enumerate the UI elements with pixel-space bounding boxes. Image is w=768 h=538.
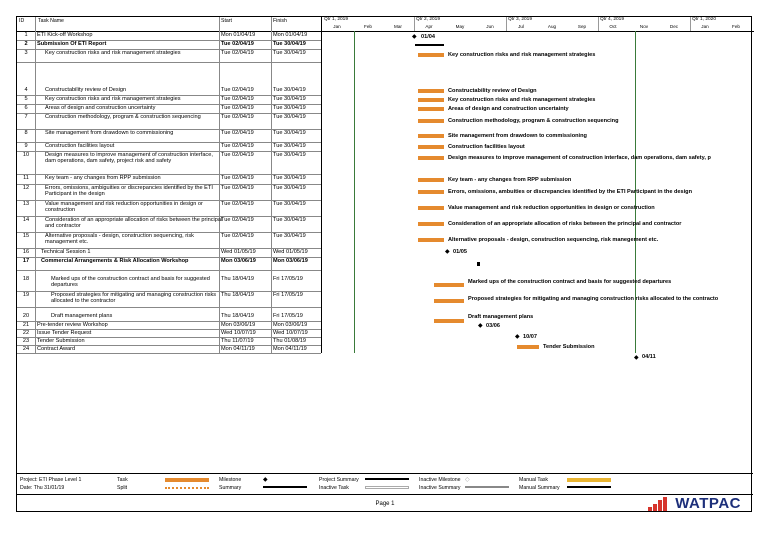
task-start: Tue 02/04/19: [221, 175, 254, 181]
task-bar-label: Proposed strategies for mitigating and managing construction risks allocated to the contracto: [468, 296, 719, 302]
legend-inactive-milestone-label: Inactive Milestone: [419, 477, 461, 483]
table-row[interactable]: [17, 233, 321, 249]
table-row[interactable]: [17, 185, 321, 201]
task-finish: Mon 04/11/19: [273, 346, 307, 352]
task-bar-label: Key construction risks and risk management strategies: [448, 97, 596, 103]
timeline-month: Oct: [609, 24, 617, 29]
task-name: Key construction risks and risk management strategies: [45, 96, 181, 102]
task-bar[interactable]: [434, 283, 464, 287]
task-bar[interactable]: [418, 53, 444, 57]
milestone-label: 01/05: [453, 249, 467, 255]
task-finish: Tue 30/04/19: [273, 233, 306, 239]
task-bar-label: Key team - any changes from RPP submission: [448, 177, 572, 183]
task-finish: Wed 10/07/19: [273, 330, 308, 336]
timeline-month: Sep: [577, 24, 587, 29]
header-start: Start: [221, 18, 232, 24]
task-start: Thu 18/04/19: [221, 276, 254, 282]
task-finish: Tue 30/04/19: [273, 87, 306, 93]
table-row[interactable]: [17, 217, 321, 233]
task-bar[interactable]: [418, 178, 444, 182]
task-bar[interactable]: [418, 89, 444, 93]
task-id: 16: [22, 249, 30, 255]
task-bar-label: Errors, omissions, ambuities or discrepancies identified by the ETI Participant in the design: [448, 189, 693, 195]
task-bar[interactable]: [517, 345, 539, 349]
legend-inactive-task-label: Inactive Task: [319, 485, 349, 491]
timeline-quarter: Qtr 1, 2019: [324, 17, 348, 22]
task-start: Tue 02/04/19: [221, 130, 254, 136]
task-id: 5: [24, 96, 28, 102]
table-row[interactable]: [17, 105, 321, 114]
task-id: 10: [22, 152, 30, 158]
task-start: Mon 01/04/19: [221, 32, 256, 38]
legend-split-label: Split: [117, 485, 128, 491]
task-bar-label: Site management from drawdown to commissioning: [448, 133, 587, 139]
task-finish: Tue 30/04/19: [273, 114, 306, 120]
task-finish: Wed 01/05/19: [273, 249, 308, 255]
table-row[interactable]: [17, 330, 321, 338]
task-finish: Tue 30/04/19: [273, 217, 306, 223]
task-id: 21: [22, 322, 30, 328]
task-start: Tue 02/04/19: [221, 185, 254, 191]
task-id: 20: [22, 313, 30, 319]
task-id: 8: [24, 130, 28, 136]
timeline-month: Feb: [732, 24, 740, 29]
legend-manual-summary-swatch: [567, 486, 611, 488]
legend: [17, 473, 753, 495]
task-start: Wed 01/05/19: [221, 249, 256, 255]
timeline-month: Dec: [669, 24, 679, 29]
legend-project-summary-label: Project Summary: [319, 477, 359, 483]
task-bar[interactable]: [418, 134, 444, 138]
header-id: ID: [19, 18, 25, 24]
task-finish: Thu 01/08/19: [273, 338, 306, 344]
task-bar-label: Alternative proposals - design, construction sequencing, risk manegement etc.: [448, 237, 659, 243]
legend-summary-label: Summary: [219, 485, 242, 491]
table-row[interactable]: [17, 114, 321, 130]
task-id: 15: [22, 233, 30, 239]
task-finish: Mon 03/06/19: [273, 322, 308, 328]
task-finish: Fri 17/05/19: [273, 292, 303, 298]
task-start: Tue 02/04/19: [221, 152, 254, 158]
logo-mark-icon: [648, 497, 672, 511]
timeline-month: Jun: [486, 24, 494, 29]
timeline-month: Jul: [518, 24, 524, 29]
table-row[interactable]: [17, 50, 321, 63]
task-id: 3: [24, 50, 28, 56]
task-start: Wed 10/07/19: [221, 330, 256, 336]
task-start: Mon 03/06/19: [221, 258, 256, 264]
task-id: 12: [22, 185, 30, 191]
task-start: Tue 02/04/19: [221, 233, 254, 239]
task-id: 17: [22, 258, 30, 264]
table-row[interactable]: [17, 143, 321, 152]
milestone-diamond-icon: ◆: [478, 323, 483, 329]
task-name: Constructability review of Design: [45, 87, 127, 93]
task-start: Tue 02/04/19: [221, 201, 254, 207]
task-id: 24: [22, 346, 30, 352]
task-bar-label: Draft management plans: [468, 314, 534, 320]
task-bar-label: Constructability review of Design: [448, 88, 537, 94]
task-finish: Tue 30/04/19: [273, 201, 306, 207]
milestone-diamond-icon: ◆: [263, 477, 268, 483]
task-start: Tue 02/04/19: [221, 143, 254, 149]
task-start: Mon 03/06/19: [221, 322, 256, 328]
task-name: Pre-tender review Workshop: [37, 322, 108, 328]
logo-text: WATPAC: [675, 495, 741, 512]
table-row[interactable]: [17, 201, 321, 217]
table-row[interactable]: [17, 338, 321, 346]
task-bar-label: Construction facilities layout: [448, 144, 525, 150]
timeline-quarter: Qtr 1, 2020: [692, 17, 716, 22]
timeline-month: Jan: [333, 24, 341, 29]
task-name: Areas of design and construction uncertainty: [45, 105, 156, 111]
table-row[interactable]: [17, 313, 321, 322]
task-name: Site management from drawdown to commissioning: [45, 130, 174, 136]
legend-split-swatch: [165, 487, 209, 489]
task-bar[interactable]: [434, 319, 464, 323]
timeline-month: May: [455, 24, 465, 29]
task-finish: Mon 01/04/19: [273, 32, 308, 38]
summary-marker: [477, 262, 480, 266]
task-bar[interactable]: [418, 98, 444, 102]
milestone-label: 10/07: [523, 334, 537, 340]
task-name: Issue Tender Request: [37, 330, 92, 336]
table-row[interactable]: [17, 346, 321, 354]
task-name: Draft management plans: [51, 313, 113, 319]
timeline-baseline: [322, 31, 754, 32]
header-task-name: Task Name: [38, 18, 64, 24]
task-start: Tue 02/04/19: [221, 114, 254, 120]
task-bar-label: Tender Submission: [543, 344, 595, 350]
task-start: Mon 04/11/19: [221, 346, 255, 352]
task-name: ETI Kick-off Workshop: [37, 32, 93, 38]
timeline-month: Mar: [394, 24, 402, 29]
milestone-diamond-icon: ◆: [634, 355, 639, 361]
legend-summary-swatch: [263, 486, 307, 488]
task-name: Technical Session 1: [41, 249, 91, 255]
watpac-logo: [648, 495, 741, 512]
task-bar[interactable]: [418, 206, 444, 210]
legend-project-summary-swatch: [365, 478, 409, 480]
task-name: Consideration of an appropriate allocation of risks between the principal and contractor: [45, 217, 223, 229]
task-name: Construction methodology, program & construction sequencing: [45, 114, 201, 120]
milestone-label: 01/04: [421, 34, 435, 40]
task-name: Errors, omissions, ambiguities or discrepancies identified by the ETI Participant in the design: [45, 185, 213, 197]
header-finish: Finish: [273, 18, 287, 24]
task-finish: Tue 30/04/19: [273, 105, 306, 111]
task-bar-label: Key construction risks and risk management strategies: [448, 52, 596, 58]
status-date-line: [354, 31, 355, 353]
task-name: Key construction risks and risk management strategies: [45, 50, 181, 56]
milestone-diamond-icon: ◆: [515, 334, 520, 340]
task-finish: Mon 03/06/19: [273, 258, 308, 264]
task-id: 13: [22, 201, 30, 207]
task-id: 14: [22, 217, 30, 223]
timeline-separator: [690, 17, 691, 31]
timeline-separator: [506, 17, 507, 31]
task-name: Commercial Arrangements & Risk Allocation Workshop: [41, 258, 189, 264]
task-start: Tue 02/04/19: [221, 87, 254, 93]
legend-manual-summary-label: Manual Summary: [519, 485, 560, 491]
task-bar[interactable]: [434, 299, 464, 303]
legend-date: Date: Thu 31/01/19: [20, 485, 65, 491]
task-name: Alternative proposals - design, construction sequencing, risk management etc.: [45, 233, 194, 245]
gantt-chart: [321, 17, 754, 361]
task-finish: Fri 17/05/19: [273, 313, 303, 319]
task-start: Tue 02/04/19: [221, 50, 254, 56]
summary-bar[interactable]: [415, 44, 444, 46]
task-finish: Tue 30/04/19: [273, 143, 306, 149]
timeline-month: Feb: [364, 24, 372, 29]
task-start: Tue 02/04/19: [221, 105, 254, 111]
task-start: Tue 02/04/19: [221, 96, 254, 102]
task-start: Thu 18/04/19: [221, 313, 254, 319]
table-row[interactable]: [17, 96, 321, 105]
table-row[interactable]: [17, 276, 321, 292]
task-finish: Tue 30/04/19: [273, 50, 306, 56]
task-id: 1: [24, 32, 28, 38]
milestone-diamond-icon: ◇: [465, 477, 470, 483]
timeline-separator: [414, 17, 415, 31]
task-name: Design measures to improve management of construction interface, dam operations, dam safety, project risk and safety: [45, 152, 213, 164]
task-name: Marked ups of the construction contract and basis for suggested departures: [51, 276, 210, 288]
table-row[interactable]: [17, 258, 321, 271]
task-bar[interactable]: [418, 107, 444, 111]
table-row[interactable]: [17, 87, 321, 96]
legend-inactive-task-swatch: [365, 486, 409, 489]
page-number: Page 1: [375, 501, 395, 507]
task-name: Tender Submission: [37, 338, 85, 344]
milestone-diamond-icon: ◆: [445, 249, 450, 255]
gantt-page: [16, 16, 752, 512]
task-bar[interactable]: [418, 156, 444, 160]
task-bar-label: Construction methodology, program & construction sequencing: [448, 118, 619, 124]
task-bar-label: Areas of design and construction uncertainty: [448, 106, 569, 112]
legend-inactive-summary-swatch: [465, 486, 509, 488]
task-finish: Tue 30/04/19: [273, 96, 306, 102]
task-finish: Tue 30/04/19: [273, 175, 306, 181]
task-id: 19: [22, 292, 30, 298]
task-bar[interactable]: [418, 190, 444, 194]
task-id: 22: [22, 330, 30, 336]
task-start: Tue 02/04/19: [221, 217, 254, 223]
task-finish: Tue 30/04/19: [273, 130, 306, 136]
task-id: 7: [24, 114, 28, 120]
task-bar-label: Value management and risk reduction opportunities in design or construction: [448, 205, 655, 211]
legend-milestone-label: Milestone: [219, 477, 242, 483]
legend-inactive-summary-label: Inactive Summary: [419, 485, 461, 491]
timeline-month: Jan: [701, 24, 709, 29]
task-name: Proposed strategies for mitigating and managing construction risks allocated to the contractor: [51, 292, 217, 304]
task-start: Thu 18/04/19: [221, 292, 254, 298]
legend-project: Project: ETI Phase Level 1: [20, 477, 82, 483]
milestone-diamond-icon: ◆: [412, 34, 417, 40]
task-name: Value management and risk reduction opportunities in design or construction: [45, 201, 203, 213]
task-bar-label: Consideration of an appropriate allocation of risks between the principal and contractor: [448, 221, 682, 227]
task-finish: Tue 30/04/19: [273, 41, 306, 47]
task-bar-label: Marked ups of the construction contract and basis for suggested departures: [468, 279, 672, 285]
task-bar[interactable]: [418, 238, 444, 242]
task-id: 18: [22, 276, 30, 282]
milestone-label: 04/11: [642, 354, 656, 360]
table-row[interactable]: [17, 322, 321, 330]
task-bar-label: Design measures to improve management of construction interface, dam operations, dam safety, p: [448, 155, 711, 161]
task-finish: Tue 30/04/19: [273, 185, 306, 191]
task-id: 4: [24, 87, 28, 93]
task-id: 23: [22, 338, 30, 344]
task-id: 9: [24, 143, 28, 149]
table-row[interactable]: [17, 130, 321, 143]
legend-task-label: Task: [117, 477, 128, 483]
table-row[interactable]: [17, 249, 321, 258]
timeline-quarter: Qtr 3, 2019: [508, 17, 532, 22]
timeline-month: Nov: [639, 24, 649, 29]
task-bar[interactable]: [418, 119, 444, 123]
task-id: 2: [24, 41, 28, 47]
milestone-label: 03/06: [486, 323, 500, 329]
legend-task-swatch: [165, 478, 209, 482]
table-row[interactable]: [17, 32, 321, 41]
task-name: Key team - any changes from RPP submission: [45, 175, 161, 181]
task-name: Submission Of ETI Report: [37, 41, 107, 47]
task-start: Thu 11/07/19: [221, 338, 254, 344]
legend-manual-task-label: Manual Task: [519, 477, 549, 483]
task-finish: Tue 30/04/19: [273, 152, 306, 158]
task-id: 6: [24, 105, 28, 111]
table-row[interactable]: [17, 175, 321, 185]
task-name: Construction facilities layout: [45, 143, 115, 149]
task-finish: Fri 17/05/19: [273, 276, 303, 282]
task-id: 11: [23, 175, 29, 181]
legend-manual-task-swatch: [567, 478, 611, 482]
task-bar[interactable]: [418, 145, 444, 149]
table-row[interactable]: [17, 292, 321, 308]
timeline-quarter: Qtr 4, 2019: [600, 17, 624, 22]
timeline-month: Apr: [425, 24, 433, 29]
timeline-separator: [598, 17, 599, 31]
grid-header: [17, 17, 321, 32]
task-bar[interactable]: [418, 222, 444, 226]
timeline-quarter: Qtr 2, 2019: [416, 17, 440, 22]
task-start: Tue 02/04/19: [221, 41, 254, 47]
table-row[interactable]: [17, 41, 321, 50]
table-row[interactable]: [17, 152, 321, 175]
task-name: Contract Award: [37, 346, 76, 352]
timeline-month: Aug: [547, 24, 557, 29]
